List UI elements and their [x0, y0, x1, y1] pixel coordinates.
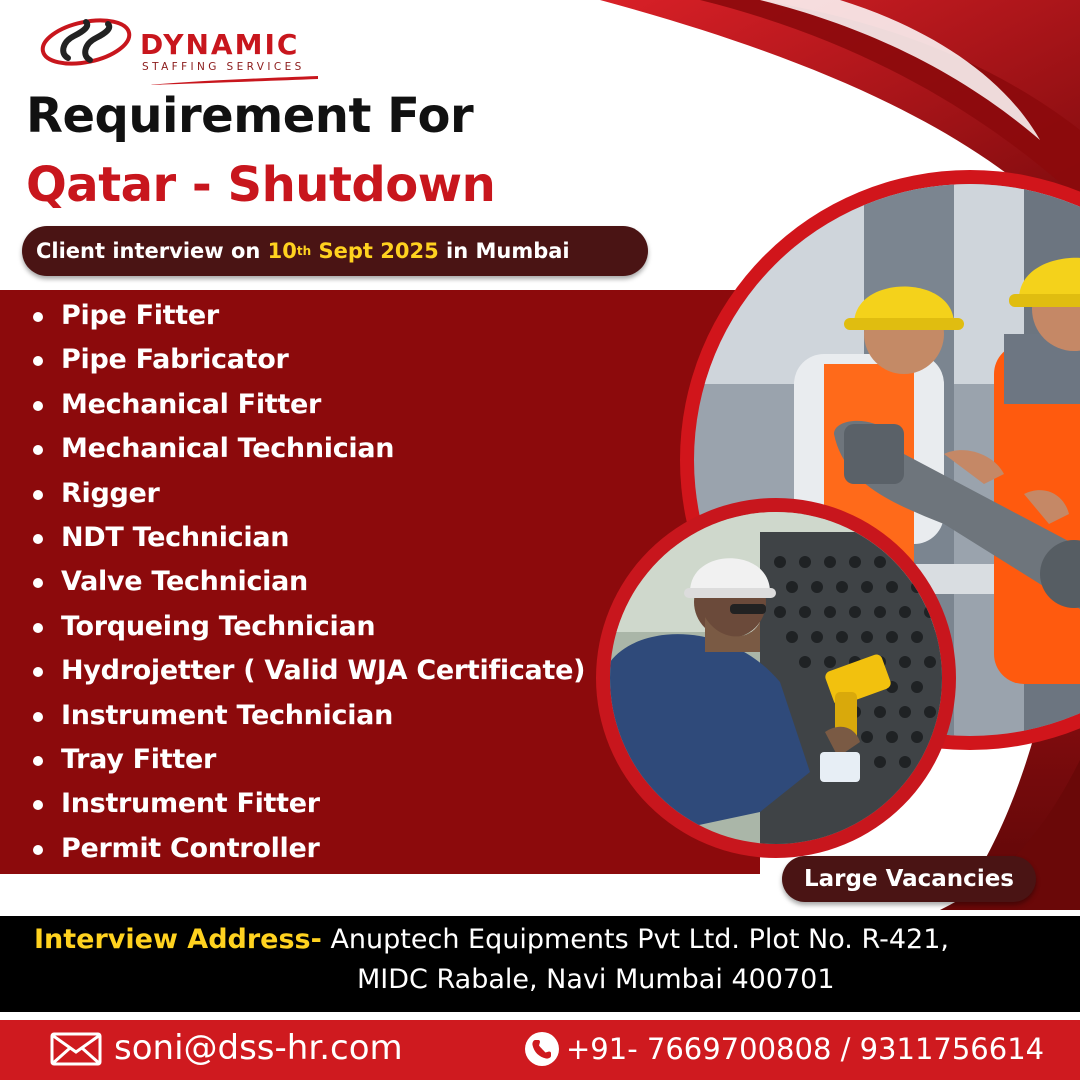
position-label: Hydrojetter ( Valid WJA Certificate) [61, 655, 586, 687]
position-item [30, 649, 585, 693]
position-item [30, 294, 585, 338]
position-label: Tray Fitter [61, 743, 216, 775]
address-text-1: Anuptech Equipments Pvt Ltd. Plot No. R-421, [330, 924, 949, 955]
position-item [30, 694, 585, 738]
subheadline: Qatar - Shutdown [26, 157, 496, 213]
position-label: Pipe Fabricator [61, 344, 289, 376]
bullet-icon [33, 534, 43, 544]
bullet-icon [33, 401, 43, 411]
position-item [30, 782, 585, 826]
position-label: Instrument Fitter [61, 788, 320, 820]
interview-day: 10 [267, 239, 297, 263]
position-item [30, 472, 585, 516]
position-label: Torqueing Technician [61, 610, 376, 642]
bullet-icon [33, 667, 43, 677]
interview-date-banner [22, 226, 648, 276]
bullet-icon [33, 356, 43, 366]
logo-mark-icon [38, 14, 134, 74]
interview-location: in Mumbai [446, 239, 570, 263]
position-item [30, 605, 585, 649]
interview-prefix: Client interview on [36, 239, 261, 263]
phone-numbers[interactable]: +91- 7669700808 / 9311756614 [566, 1032, 1045, 1066]
bullet-icon [33, 845, 43, 855]
interview-day-suffix: th [296, 244, 312, 258]
position-item [30, 427, 585, 471]
brand-logo [38, 14, 328, 84]
position-label: Permit Controller [61, 832, 320, 864]
technician-illustration [610, 512, 942, 844]
email-link[interactable]: soni@dss-hr.com [114, 1028, 403, 1068]
technician-photo [610, 512, 942, 844]
bullet-icon [33, 578, 43, 588]
position-label: Valve Technician [61, 566, 308, 598]
logo-underline [148, 76, 318, 86]
brand-name: DYNAMIC [140, 28, 300, 61]
bullet-icon [33, 312, 43, 322]
bullet-icon [33, 800, 43, 810]
bullet-icon [33, 712, 43, 722]
bullet-icon [33, 445, 43, 455]
address-line-2: MIDC Rabale, Navi Mumbai 400701 [357, 964, 835, 995]
brand-tagline: STAFFING SERVICES [142, 61, 305, 73]
bullet-icon [33, 623, 43, 633]
position-item [30, 516, 585, 560]
position-item [30, 560, 585, 604]
bullet-icon [33, 490, 43, 500]
position-item [30, 738, 585, 782]
position-item [30, 827, 585, 871]
position-label: Mechanical Technician [61, 433, 395, 465]
position-label: Mechanical Fitter [61, 388, 322, 420]
address-label: Interview Address- [34, 924, 322, 955]
position-label: Pipe Fitter [61, 300, 219, 331]
position-label: NDT Technician [61, 521, 290, 553]
address-line-1 [34, 924, 949, 955]
interview-date: Sept 2025 [318, 239, 439, 263]
position-item [30, 338, 585, 382]
positions-list [30, 294, 585, 871]
position-label: Instrument Technician [61, 699, 394, 731]
mail-icon[interactable] [50, 1032, 102, 1066]
phone-icon[interactable] [524, 1031, 560, 1067]
position-label: Rigger [61, 477, 160, 509]
vacancy-badge: Large Vacancies [782, 856, 1036, 902]
bullet-icon [33, 756, 43, 766]
headline: Requirement For [26, 88, 474, 144]
position-item [30, 383, 585, 427]
